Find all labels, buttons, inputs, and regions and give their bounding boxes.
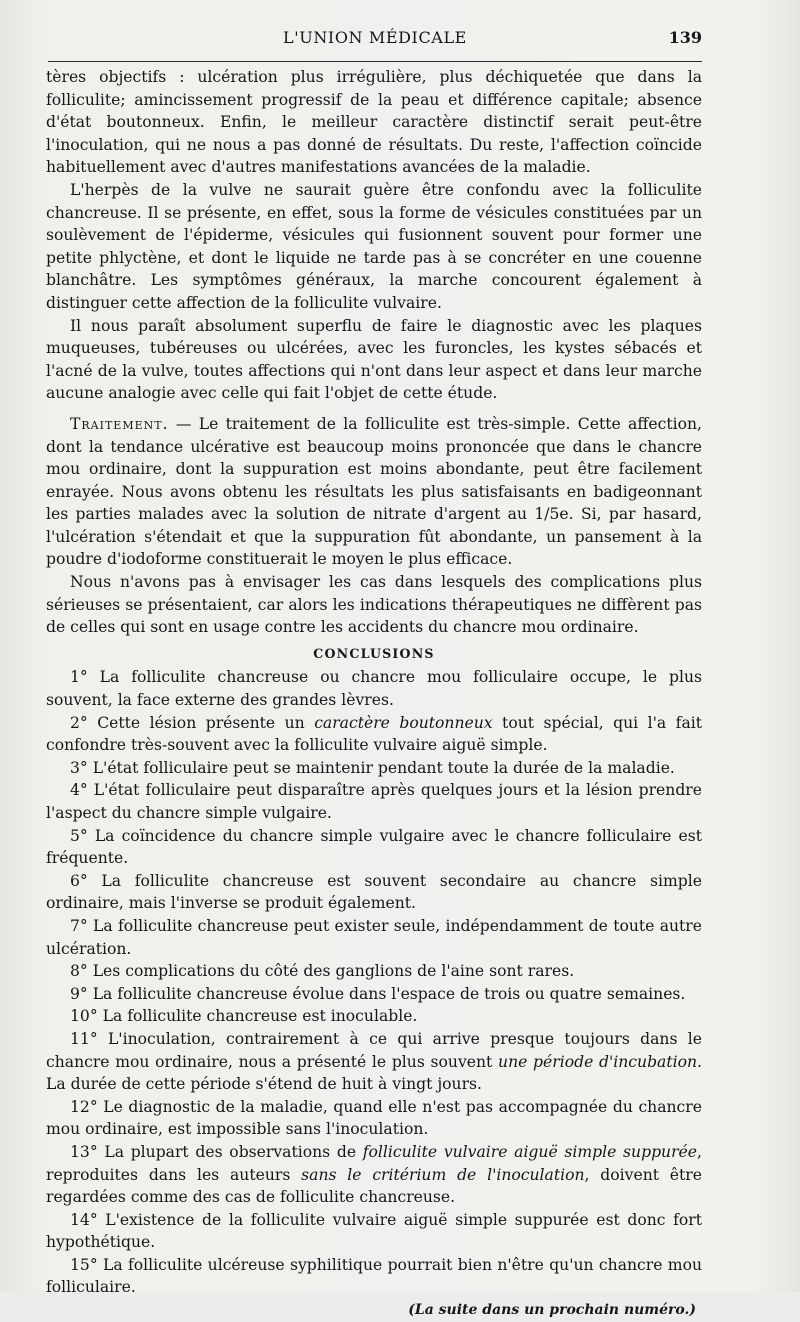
conclusion-number: 13°	[70, 1142, 105, 1161]
conclusion-item	[46, 1096, 702, 1141]
conclusion-text: tout spécial, qui l'a fait confondre très-souvent avec la folliculite vulvaire aiguë simple.	[46, 713, 702, 755]
page-number: 139	[668, 28, 702, 47]
conclusion-emphasis: caractère boutonneux	[314, 713, 493, 732]
conclusion-text: , doivent être regardées comme des cas de folliculite chancreuse.	[46, 1165, 702, 1207]
treatment-text: — Le traitement de la folliculite est très-simple. Cette affection, dont la tendance ulcérative est beaucoup moins prononcée que dans le chancre mou ordinaire, dont la suppuration est moins abondante, peut être facilement enrayée. Nous avons obtenu les résultats les plus satisfaisants en badigeonnant les parties malades avec la solution de nitrate d'argent au 1/5e. Si, par hasard, l'ulcération s'étendait et que la suppuration fût abondante, un pansement à la poudre d'iodoforme constituerait le moyen le plus efficace.	[46, 414, 702, 569]
conclusion-number: 14°	[70, 1210, 106, 1229]
conclusion-number: 6°	[70, 871, 102, 890]
conclusion-number: 12°	[70, 1097, 104, 1116]
page-header	[48, 24, 702, 54]
conclusion-item	[46, 1028, 702, 1096]
conclusion-item	[46, 870, 702, 915]
conclusion-text: La folliculite chancreuse ou chancre mou folliculaire occupe, le plus souvent, la face externe des grandes lèvres.	[46, 668, 702, 710]
conclusion-item	[46, 960, 702, 983]
conclusion-text: La folliculite chancreuse est inoculable.	[102, 1007, 418, 1026]
conclusion-item	[46, 1141, 702, 1209]
conclusion-text: L'existence de la folliculite vulvaire aiguë simple suppurée est donc fort hypothétique.	[46, 1210, 702, 1252]
conclusion-number: 11°	[70, 1029, 108, 1048]
paragraph-objective-signs: tères objectifs : ulcération plus irrégulière, plus déchiquetée que dans la folliculite; amincissement progressif de la peau et différence capitale; absence d'état boutonneux. Enfin, le meilleur caractère distinctif serait peut-être l'inoculation, qui ne nous a pas donné de résultats. Du reste, l'affection coïncide habituellement avec d'autres manifestations avancées de la maladie.	[46, 68, 702, 177]
conclusion-item	[46, 712, 702, 757]
conclusion-text: Cette lésion présente un	[97, 713, 315, 732]
conclusion-item	[46, 666, 702, 711]
conclusions-heading: CONCLUSIONS	[313, 645, 435, 661]
conclusion-number: 7°	[70, 916, 94, 935]
conclusion-text: Le diagnostic de la maladie, quand elle n'est pas accompagnée du chancre mou ordinaire, est impossible sans l'inoculation.	[46, 1097, 702, 1139]
conclusion-emphasis: folliculite vulvaire aiguë simple suppurée	[362, 1142, 698, 1161]
conclusion-item	[46, 1254, 702, 1299]
conclusion-emphasis: sans le critérium de l'inoculation	[301, 1165, 585, 1184]
conclusion-item	[46, 757, 702, 780]
paragraph-complications: Nous n'avons pas à envisager les cas dans lesquels des complications plus sérieuses se présentaient, car alors les indications thérapeutiques ne diffèrent pas de celles qui sont en usage contre les accidents du chancre mou ordinaire.	[46, 573, 702, 637]
conclusion-number: 15°	[70, 1255, 103, 1274]
conclusion-item	[46, 825, 702, 870]
paragraph-treatment	[46, 413, 702, 571]
conclusion-number: 9°	[70, 984, 93, 1003]
conclusion-emphasis: une période d'incubation	[498, 1052, 698, 1071]
conclusion-text: L'état folliculaire peut disparaître après quelques jours et la lésion prendre l'aspect du chancre simple vulgaire.	[46, 781, 702, 822]
conclusion-item	[46, 779, 702, 824]
treatment-heading: Traitement.	[70, 414, 169, 433]
conclusion-number: 4°	[70, 781, 94, 800]
conclusion-number: 1°	[70, 668, 100, 687]
conclusion-text: , reproduites dans les auteurs	[46, 1142, 702, 1184]
conclusion-number: 5°	[70, 826, 95, 845]
conclusion-text: L'inoculation, contrairement à ce qui arrive presque toujours dans le chancre mou ordinaire, nous a présenté le plus souvent	[46, 1029, 702, 1071]
conclusion-item	[46, 983, 702, 1006]
conclusion-number: 8°	[70, 962, 93, 981]
conclusion-text: La coïncidence du chancre simple vulgaire avec le chancre folliculaire est fréquente.	[46, 826, 702, 868]
conclusion-text: La folliculite chancreuse peut exister seule, indépendamment de toute autre ulcération.	[46, 916, 702, 958]
paragraph-herpes: L'herpès de la vulve ne saurait guère être confondu avec la folliculite chancreuse. Il se présente, en effet, sous la forme de vésicules constituées par un soulèvement de l'épiderme, vésicules qui fusionnent souvent pour former une petite phlyctène, et dont le liquide ne tarde pas à se concréter en une couenne blanchâtre. Les symptômes généraux, la marche concourent également à distinguer cette affection de la folliculite vulvaire.	[46, 180, 702, 312]
conclusion-text: Les complications du côté des ganglions de l'aine sont rares.	[92, 962, 575, 981]
conclusion-text: . La durée de cette période s'étend de huit à vingt jours.	[46, 1052, 702, 1094]
conclusion-number: 3°	[70, 758, 93, 777]
running-title: L'UNION MÉDICALE	[283, 28, 467, 47]
conclusion-item	[46, 915, 702, 960]
conclusion-item	[46, 1209, 702, 1254]
conclusion-text: La folliculite chancreuse évolue dans l'espace de trois ou quatre semaines.	[92, 984, 686, 1003]
header-rule	[48, 61, 702, 62]
conclusion-text: La folliculite chancreuse est souvent secondaire au chancre simple ordinaire, mais l'inverse se produit également.	[46, 871, 702, 913]
conclusion-number: 2°	[70, 713, 98, 732]
article-body	[46, 66, 702, 1322]
paragraph-differential: Il nous paraît absolument superflu de faire le diagnostic avec les plaques muqueuses, tubéreuses ou ulcérées, avec les furoncles, les kystes sébacés et l'acné de la vulve, toutes affections qui n'ont dans leur aspect et dans leur marche aucune analogie avec celle qui fait l'objet de cette étude.	[46, 316, 702, 403]
continued-note: (La suite dans un prochain numéro.)	[408, 1302, 696, 1319]
conclusion-text: La folliculite ulcéreuse syphilitique pourrait bien n'être qu'un chancre mou folliculaire.	[46, 1255, 702, 1297]
conclusion-number: 10°	[70, 1007, 103, 1026]
conclusion-text: La plupart des observations de	[104, 1142, 363, 1161]
conclusion-item	[46, 1005, 702, 1028]
conclusion-text: L'état folliculaire peut se maintenir pendant toute la durée de la maladie.	[92, 758, 675, 777]
conclusions-list	[46, 666, 702, 1299]
